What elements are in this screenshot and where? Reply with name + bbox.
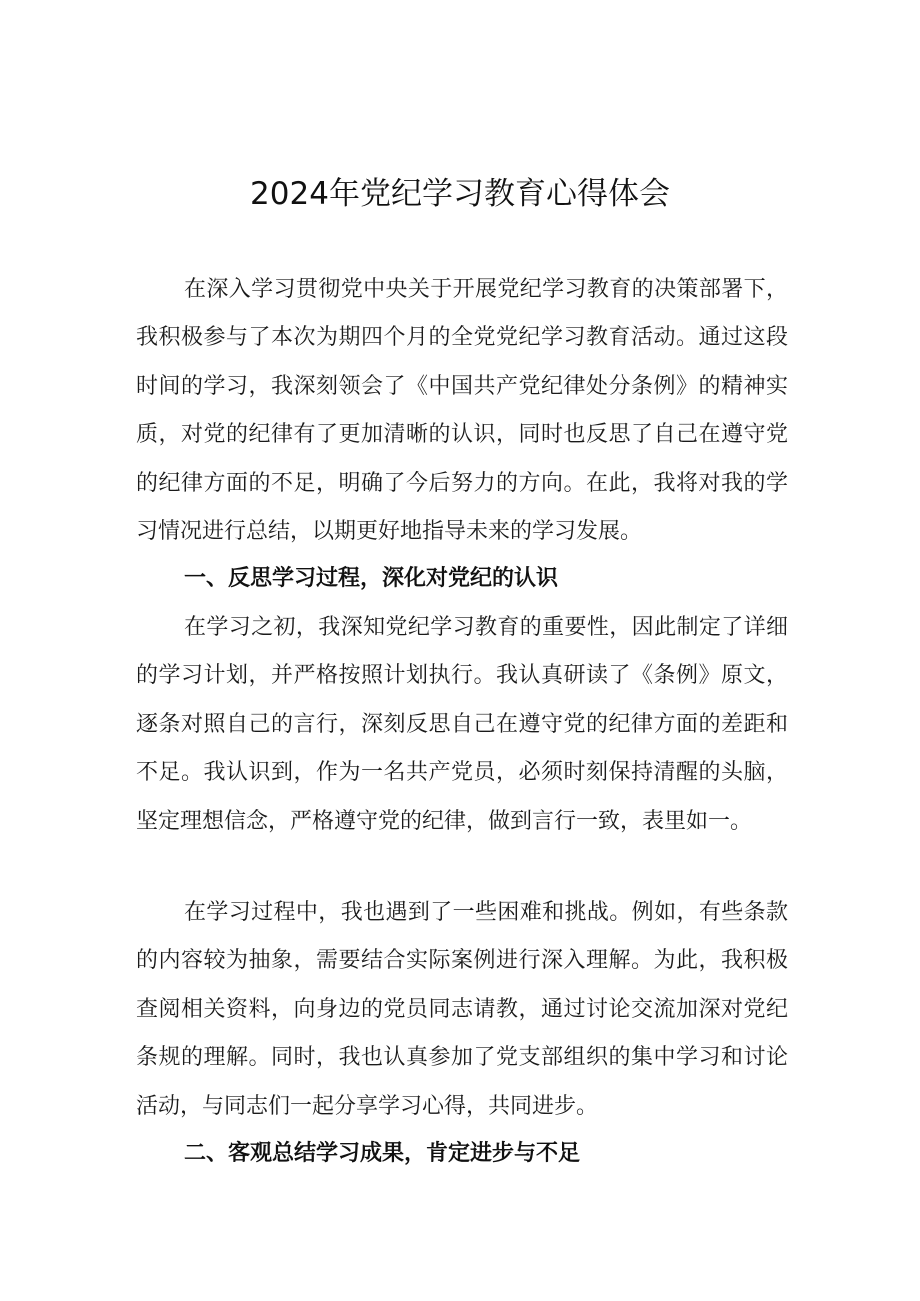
- section-1-paragraph-2: 在学习过程中，我也遇到了一些困难和挑战。例如，有些条款的内容较为抽象，需要结合实际案例进行深入理解。为此，我积极查阅相关资料，向身边的党员同志请教，通过讨论交流加深对党纪条规的理解。同时，我也认真参加了党支部组织的集中学习和讨论活动，与同志们一起分享学习心得，共同进步。: [136, 900, 788, 1119]
- section-heading-1: 一、反思学习过程，深化对党纪的认识: [184, 566, 559, 591]
- document-title: 2024年党纪学习教育心得体会: [250, 176, 670, 212]
- intro-paragraph: 在深入学习贯彻党中央关于开展党纪学习教育的决策部署下，我积极参与了本次为期四个月的全党党纪学习教育活动。通过这段时间的学习，我深刻领会了《中国共产党纪律处分条例》的精神实质，对党的纪律有了更加清晰的认识，同时也反思了自己在遵守党的纪律方面的不足，明确了今后努力的方向。在此，我将对我的学习情况进行总结，以期更好地指导未来的学习发展。: [136, 277, 788, 545]
- section-1-paragraph-1: 在学习之初，我深知党纪学习教育的重要性，因此制定了详细的学习计划，并严格按照计划执行。我认真研读了《条例》原文，逐条对照自己的言行，深刻反思自己在遵守党的纪律方面的差距和不足。我认识到，作为一名共产党员，必须时刻保持清醒的头脑，坚定理想信念，严格遵守党的纪律，做到言行一致，表里如一。: [136, 615, 788, 834]
- section-heading-2: 二、客观总结学习成果，肯定进步与不足: [184, 1141, 581, 1166]
